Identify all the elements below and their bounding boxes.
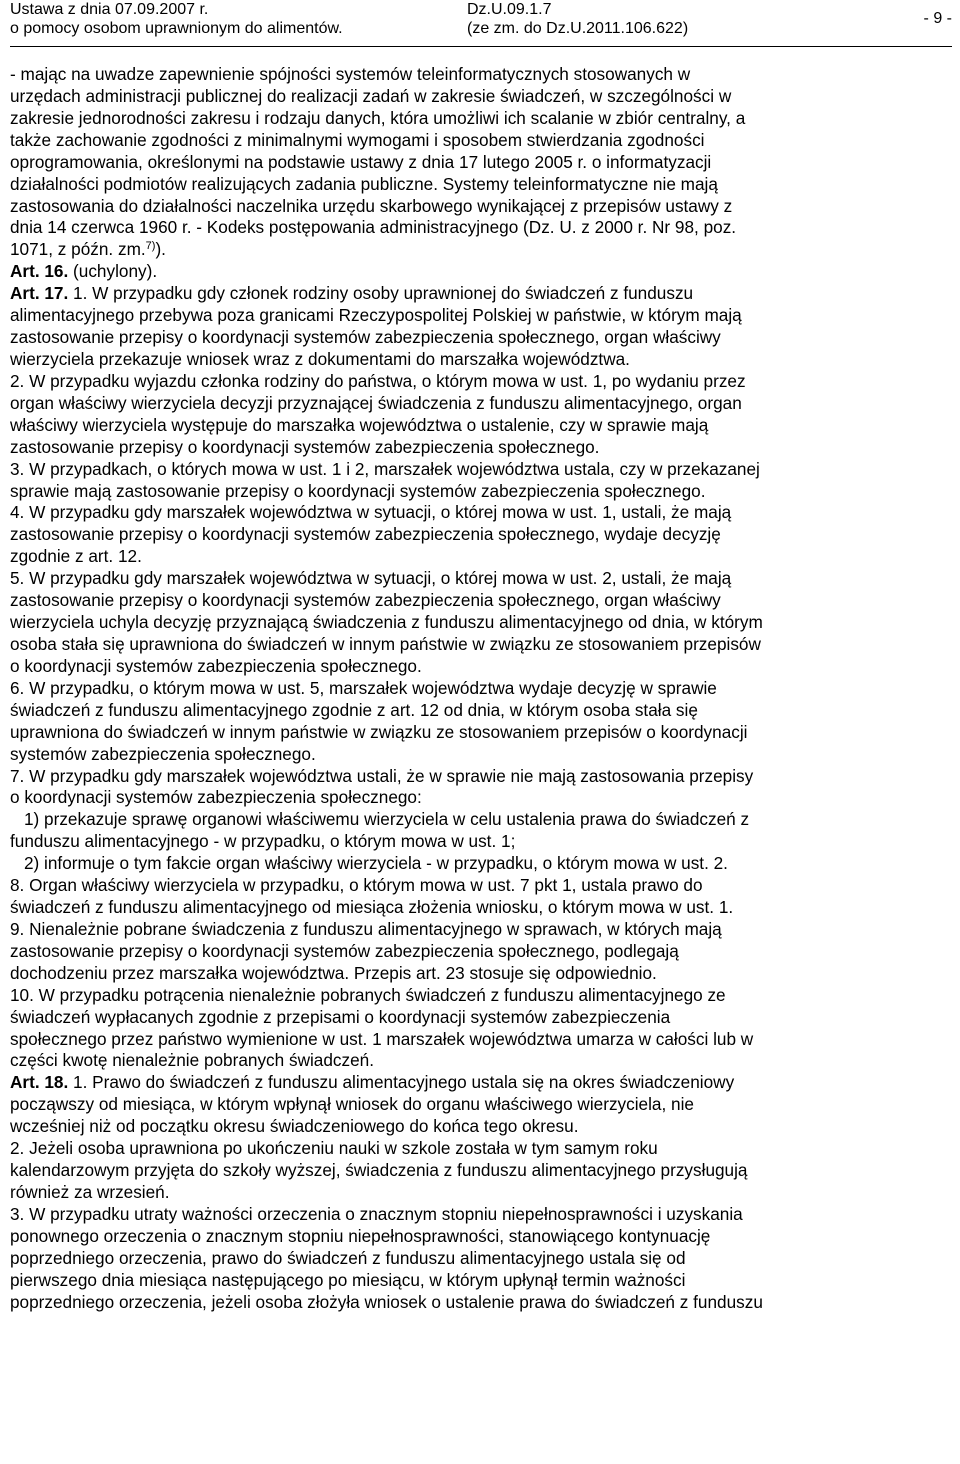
text-line — [10, 239, 955, 261]
line-text: 3. W przypadku utraty ważności orzeczenia o znacznym stopniu niepełnosprawności i uzyskania — [10, 1203, 743, 1224]
line-text: o koordynacji systemów zabezpieczenia społecznego: — [10, 787, 422, 808]
line-text: zastosowanie przepisy o koordynacji systemów zabezpieczenia społecznego, wydaje decyzję — [10, 524, 721, 545]
header-journal-ref — [467, 0, 688, 38]
line-text: funduszu alimentacyjnego - w przypadku, o którym mowa w ust. 1; — [10, 831, 516, 852]
header-act-title — [10, 0, 343, 38]
header-act-date: Ustawa z dnia 07.09.2007 r. — [10, 1, 209, 18]
text-line — [10, 524, 955, 546]
text-line — [10, 327, 955, 349]
line-text: 3. W przypadkach, o których mowa w ust. 1 i 2, marszałek województwa ustala, czy w przekazanej — [10, 458, 760, 479]
text-line — [10, 1226, 955, 1248]
line-text: osoba stała się uprawniona do świadczeń w innym państwie w związku ze stosowaniem przepisów — [10, 633, 761, 654]
line-text: urzędach administracji publicznej do realizacji zadań w zakresie świadczeń, w szczególności w — [10, 85, 732, 106]
line-text: ponownego orzeczenia o znacznym stopniu niepełnosprawności, stanowiącego kontynuację — [10, 1225, 711, 1246]
text-line — [10, 853, 955, 875]
text-line — [10, 568, 955, 590]
line-text: zakresie jednorodności zakresu i rodzaju danych, która umożliwi ich scalanie w zbiór centralny, a — [10, 107, 746, 128]
text-line — [10, 831, 955, 853]
article-number: Art. 16. — [10, 261, 69, 282]
header-act-name: o pomocy osobom uprawnionym do alimentów. — [10, 20, 343, 37]
text-line — [10, 612, 955, 634]
line-text: 9. Nienależnie pobrane świadczenia z funduszu alimentacyjnego w sprawach, w których mają — [10, 918, 722, 939]
text-line — [10, 897, 955, 919]
text-line — [10, 305, 955, 327]
text-line — [10, 1094, 955, 1116]
line-text: 1. Prawo do świadczeń z funduszu alimentacyjnego ustala się na okres świadczeniowy — [68, 1072, 735, 1093]
text-line — [10, 634, 955, 656]
text-line — [10, 1116, 955, 1138]
line-text: wierzyciela uchyla decyzję przyznającą świadczenia z funduszu alimentacyjnego od dnia, w którym — [10, 612, 763, 633]
line-text: oprogramowania, określonymi na podstawie ustawy z dnia 17 lutego 2005 r. o informatyzacji — [10, 151, 712, 172]
line-text: wierzyciela przekazuje wniosek wraz z dokumentami do marszałka województwa. — [10, 348, 630, 369]
article-number: Art. 18. — [10, 1072, 69, 1093]
text-line — [10, 1270, 955, 1292]
line-text: 2. W przypadku wyjazdu członka rodziny do państwa, o którym mowa w ust. 1, po wydaniu przez — [10, 370, 746, 391]
line-text: pierwszego dnia miesiąca następującego po miesiącu, w którym upłynął termin ważności — [10, 1269, 686, 1290]
line-text: poprzedniego orzeczenia, jeżeli osoba złożyła wniosek o ustalenie prawa do świadczeń z funduszu — [10, 1291, 763, 1312]
text-line — [10, 919, 955, 941]
text-line — [10, 656, 955, 678]
text-line — [10, 152, 955, 174]
article-number: Art. 17. — [10, 283, 69, 304]
line-text: zastosowanie przepisy o koordynacji systemów zabezpieczenia społecznego, organ właściwy — [10, 590, 721, 611]
line-text: części kwotę nienależnie pobranych świadczeń. — [10, 1050, 375, 1071]
text-line — [10, 744, 955, 766]
text-line — [10, 963, 955, 985]
text-line — [10, 700, 955, 722]
text-line — [10, 283, 955, 305]
line-text: zastosowania do działalności naczelnika urzędu skarbowego wynikającej z przepisów ustawy z — [10, 195, 733, 216]
line-text: zastosowanie przepisy o koordynacji systemów zabezpieczenia społecznego. — [10, 436, 600, 457]
line-text: o koordynacji systemów zabezpieczenia społecznego. — [10, 655, 422, 676]
line-text: działalności podmiotów realizujących zadania publiczne. Systemy teleinformatyczne nie mają — [10, 173, 718, 194]
header-journal-number: Dz.U.09.1.7 — [467, 1, 552, 18]
text-line — [10, 64, 955, 86]
text-line — [10, 941, 955, 963]
text-line — [10, 722, 955, 744]
header-amendments: (ze zm. do Dz.U.2011.106.622) — [467, 20, 689, 37]
line-text: zastosowanie przepisy o koordynacji systemów zabezpieczenia społecznego, organ właściwy — [10, 327, 721, 348]
line-text: - mając na uwadze zapewnienie spójności systemów teleinformatycznych stosowanych w — [10, 64, 691, 84]
line-text: świadczeń wypłacanych zgodnie z przepisami o koordynacji systemów zabezpieczenia — [10, 1006, 671, 1027]
line-text: organ właściwy wierzyciela decyzji przyznającej świadczenia z funduszu alimentacyjnego, organ — [10, 392, 742, 413]
text-line — [10, 875, 955, 897]
text-line — [10, 1007, 955, 1029]
line-text: także zachowanie zgodności z minimalnymi wymogami i sposobem stwierdzania zgodności — [10, 129, 705, 150]
text-line — [10, 196, 955, 218]
line-text: kalendarzowym przyjęta do szkoły wyższej, świadczenia z funduszu alimentacyjnego przysługują — [10, 1160, 748, 1181]
text-line — [10, 217, 955, 239]
line-text: 1. W przypadku gdy członek rodziny osoby uprawnionej do świadczeń z funduszu — [68, 283, 694, 304]
text-line — [10, 1248, 955, 1270]
line-text: uprawniona do świadczeń w innym państwie w związku ze stosowaniem przepisów o koordynacji — [10, 721, 748, 742]
line-text: właściwy wierzyciela występuje do marszałka województwa o ustalenie, czy w sprawie mają — [10, 414, 709, 435]
line-text: 7. W przypadku gdy marszałek województwa ustali, że w sprawie nie mają zastosowania przepisy — [10, 765, 754, 786]
line-text: 5. W przypadku gdy marszałek województwa w sytuacji, o której mowa w ust. 2, ustali, że mają — [10, 568, 732, 589]
text-line — [10, 1072, 955, 1094]
line-text: 10. W przypadku potrącenia nienależnie pobranych świadczeń z funduszu alimentacyjnego ze — [10, 984, 726, 1005]
text-line — [10, 1160, 955, 1182]
text-line — [10, 481, 955, 503]
text-line — [10, 1138, 955, 1160]
page-number: - 9 - — [923, 10, 952, 27]
text-line — [10, 261, 955, 283]
text-line — [10, 502, 955, 524]
text-line — [10, 1292, 955, 1314]
document-body — [10, 64, 955, 1314]
line-text: sprawie mają zastosowanie przepisy o koordynacji systemów zabezpieczenia społecznego. — [10, 480, 706, 501]
line-text: również za wrzesień. — [10, 1182, 170, 1203]
text-line — [10, 371, 955, 393]
line-text: społecznego przez państwo wymienione w ust. 1 marszałek województwa umarza w całości lub w — [10, 1028, 754, 1049]
text-line — [10, 546, 955, 568]
line-text: zgodnie z art. 12. — [10, 546, 142, 567]
line-text: 4. W przypadku gdy marszałek województwa w sytuacji, o której mowa w ust. 1, ustali, że mają — [10, 502, 732, 523]
line-text: alimentacyjnego przebywa poza granicami Rzeczypospolitej Polskiej w państwie, w którym mają — [10, 305, 742, 326]
text-line — [10, 437, 955, 459]
line-text: (uchylony). — [68, 261, 158, 282]
text-line — [10, 415, 955, 437]
line-text: dochodzeniu przez marszałka województwa. Przepis art. 23 stosuje się odpowiednio. — [10, 962, 657, 983]
line-text: świadczeń z funduszu alimentacyjnego od miesiąca złożenia wniosku, o którym mowa w ust. 1. — [10, 897, 734, 918]
text-line — [10, 1182, 955, 1204]
line-text: 8. Organ właściwy wierzyciela w przypadku, o którym mowa w ust. 7 pkt 1, ustala prawo do — [10, 875, 703, 896]
text-line — [10, 1050, 955, 1072]
footnote-ref: 7) — [145, 240, 156, 253]
text-line — [10, 130, 955, 152]
line-text: począwszy od miesiąca, w którym wpłynął wniosek do organu właściwego wierzyciela, nie — [10, 1094, 694, 1115]
line-text: 1) przekazuje sprawę organowi właściwemu wierzyciela w celu ustalenia prawa do świadczeń z — [24, 809, 750, 830]
line-text: zastosowanie przepisy o koordynacji systemów zabezpieczenia społecznego, podlegają — [10, 940, 679, 961]
page-header — [10, 0, 952, 47]
text-line — [10, 766, 955, 788]
line-text: poprzedniego orzeczenia, prawo do świadczeń z funduszu alimentacyjnego ustala się od — [10, 1247, 686, 1268]
text-line — [10, 174, 955, 196]
line-text: świadczeń z funduszu alimentacyjnego zgodnie z art. 12 od dnia, w którym osoba stała się — [10, 699, 698, 720]
line-text: wcześniej niż od początku okresu świadczeniowego do końca tego okresu. — [10, 1116, 579, 1137]
text-line — [10, 809, 955, 831]
text-line — [10, 590, 955, 612]
text-line — [10, 678, 955, 700]
line-text: 6. W przypadku, o którym mowa w ust. 5, marszałek województwa wydaje decyzję w sprawie — [10, 677, 717, 698]
text-line — [10, 985, 955, 1007]
line-text: systemów zabezpieczenia społecznego. — [10, 743, 316, 764]
text-line — [10, 1029, 955, 1051]
line-text: dnia 14 czerwca 1960 r. - Kodeks postępowania administracyjnego (Dz. U. z 2000 r. Nr 98, poz. — [10, 217, 737, 238]
text-line — [10, 787, 955, 809]
text-line — [10, 108, 955, 130]
line-text-tail: ). — [155, 239, 166, 260]
line-text: 1071, z późn. zm. — [10, 239, 146, 260]
text-line — [10, 349, 955, 371]
text-line — [10, 86, 955, 108]
text-line — [10, 393, 955, 415]
line-text: 2. Jeżeli osoba uprawniona po ukończeniu nauki w szkole została w tym samym roku — [10, 1138, 658, 1159]
line-text: 2) informuje o tym fakcie organ właściwy wierzyciela - w przypadku, o którym mowa w ust. 2. — [24, 853, 728, 874]
text-line — [10, 1204, 955, 1226]
text-line — [10, 459, 955, 481]
